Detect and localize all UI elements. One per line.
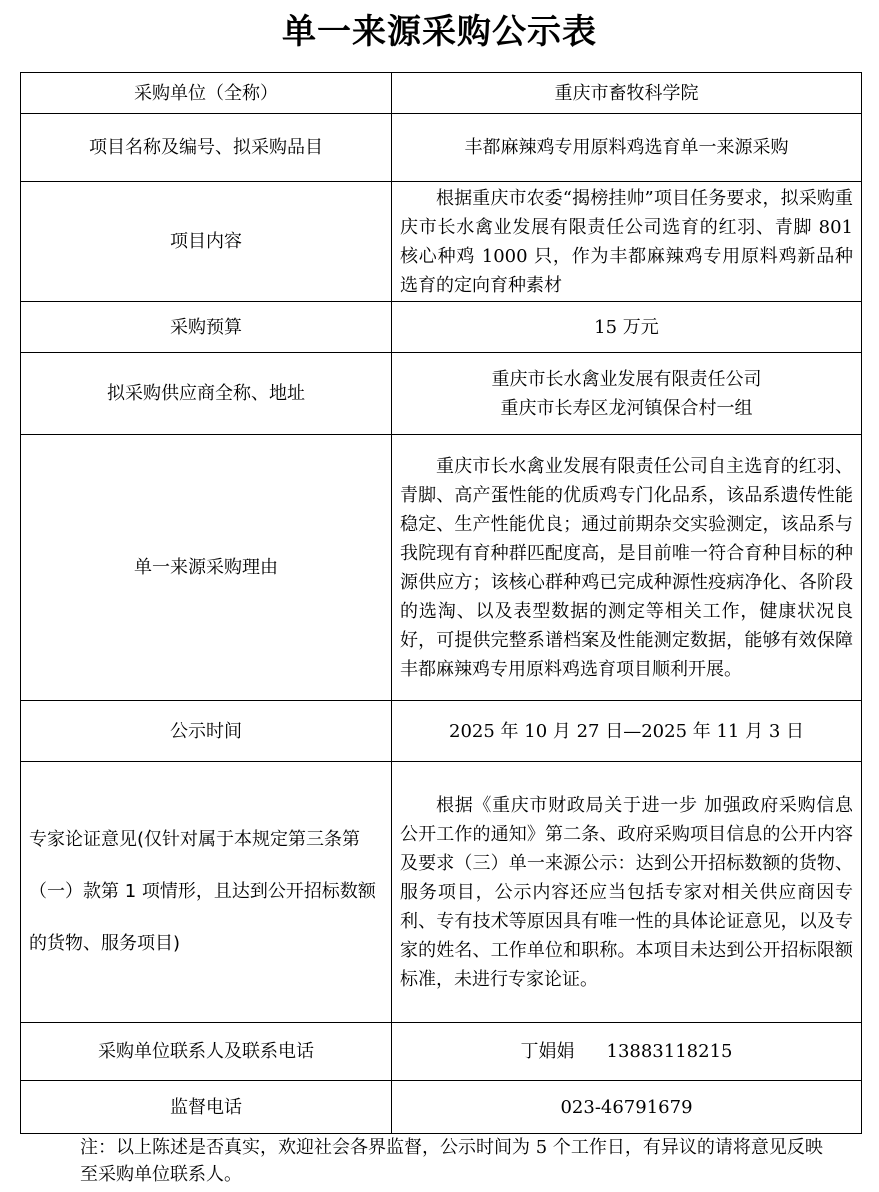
contact-name: 丁娟娟: [520, 1041, 575, 1062]
table-row: [21, 73, 862, 114]
contact-label: 采购单位联系人及联系电话: [21, 1023, 392, 1081]
contact-phone: 13883118215: [606, 1041, 733, 1062]
table-row: [21, 762, 862, 1023]
period-label: 公示时间: [21, 701, 392, 762]
page-title: 单一来源采购公示表: [282, 12, 597, 52]
supervision-label: 监督电话: [21, 1081, 392, 1134]
table-row: [21, 114, 862, 182]
project-name-label: 项目名称及编号、拟采购品目: [21, 114, 392, 182]
table-row: [21, 1081, 862, 1134]
expert-opinion-value: 根据《重庆市财政局关于进一步 加强政府采购信息公开工作的通知》第二条、政府采购项目信息的公开内容及要求（三）单一来源公示：达到公开招标数额的货物、服务项目，公示内容还应当包括专家对相关供应商因专利、专有技术等原因具有唯一性的具体论证意见，以及专家的姓名、工作单位和职称。本项目未达到公开招标限额标准，未进行专家论证。: [400, 794, 853, 990]
footnote: 注：以上陈述是否真实，欢迎社会各界监督，公示时间为 5 个工作日，有异议的请将意见反映至采购单位联系人。: [80, 1137, 823, 1185]
supervision-phone: 023-46791679: [392, 1081, 862, 1134]
project-content-value: 根据重庆市农委“揭榜挂帅”项目任务要求，拟采购重庆市长水禽业发展有限责任公司选育的红羽、青脚 801 核心种鸡 1000 只，作为丰都麻辣鸡专用原料鸡新品种选育的定向育种素材: [400, 187, 853, 296]
table-row: [21, 1023, 862, 1081]
table-row: [21, 182, 862, 302]
expert-opinion-label: 专家论证意见(仅针对属于本规定第三条第（一）款第 1 项情形，且达到公开招标数额的货物、服务项目): [29, 829, 376, 954]
supplier-name: 重庆市长水禽业发展有限责任公司: [491, 368, 762, 390]
project-name-value: 丰都麻辣鸡专用原料鸡选育单一来源采购: [392, 114, 862, 182]
project-content-label: 项目内容: [21, 182, 392, 302]
period-value: 2025 年 10 月 27 日—2025 年 11 月 3 日: [392, 701, 862, 762]
table-row: [21, 435, 862, 701]
budget-label: 采购预算: [21, 302, 392, 353]
purchaser-label: 采购单位（全称）: [21, 73, 392, 114]
reason-label: 单一来源采购理由: [21, 435, 392, 701]
purchaser-value: 重庆市畜牧科学院: [392, 73, 862, 114]
supplier-label: 拟采购供应商全称、地址: [21, 353, 392, 435]
reason-value: 重庆市长水禽业发展有限责任公司自主选育的红羽、青脚、高产蛋性能的优质鸡专门化品系，该品系遗传性能稳定、生产性能优良；通过前期杂交实验测定，该品系与我院现有育种群匹配度高，是目前唯一符合育种目标的种源供应方；该核心群种鸡已完成种源性疫病净化、各阶段的选淘、以及表型数据的测定等相关工作，健康状况良好，可提供完整系谱档案及性能测定数据，能够有效保障丰都麻辣鸡专用原料鸡选育项目顺利开展。: [400, 455, 853, 680]
table-row: [21, 302, 862, 353]
table-row: [21, 353, 862, 435]
supplier-address: 重庆市长寿区龙河镇保合村一组: [500, 397, 753, 419]
announcement-table: [20, 72, 862, 1134]
budget-value: 15 万元: [392, 302, 862, 353]
table-row: [21, 701, 862, 762]
